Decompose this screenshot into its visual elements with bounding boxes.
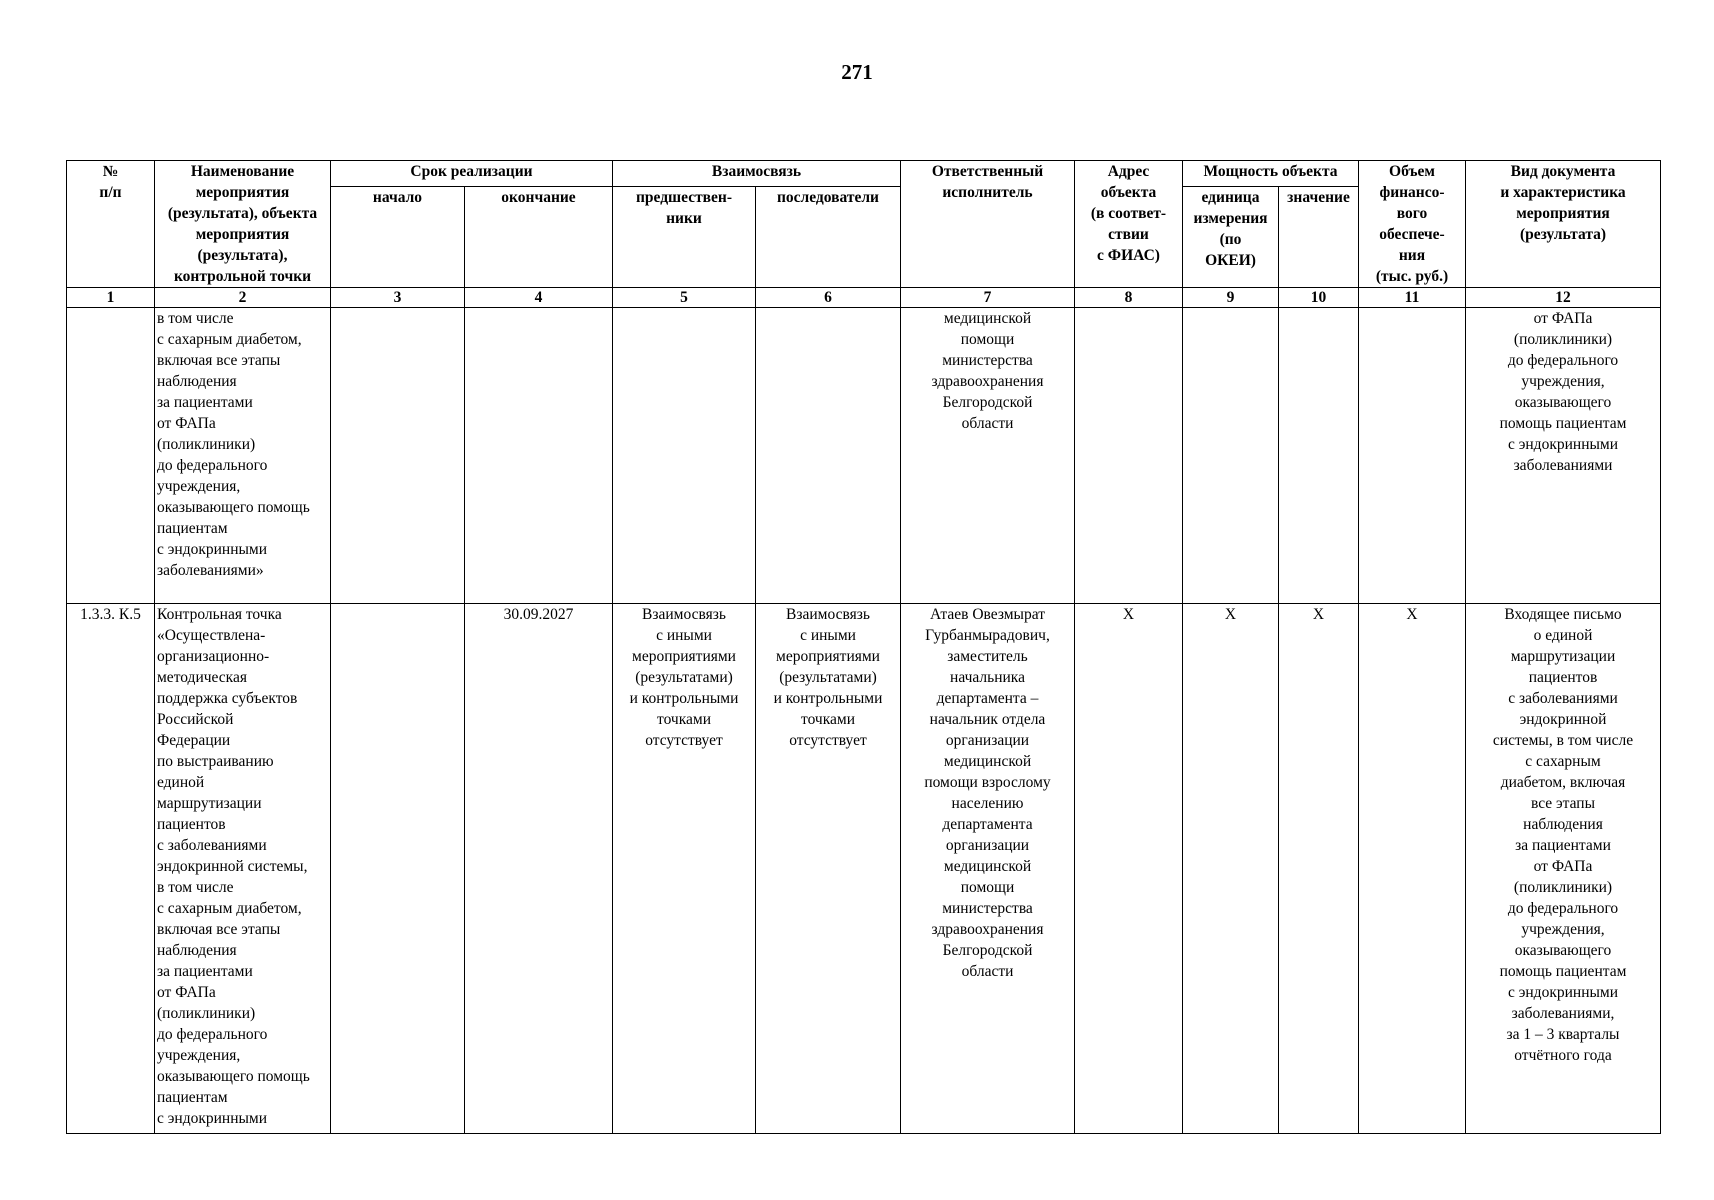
header-row-1 [67,161,1661,187]
header-volume: Объем финансо- вого обеспече- ния (тыс. руб.) [1359,161,1466,288]
column-number: 10 [1279,288,1359,308]
cell-next [756,308,901,604]
header-name: Наименование мероприятия (результата), объекта мероприятия (результата), контрольной точки [155,161,331,288]
cell-name: в том числе с сахарным диабетом, включая все этапы наблюдения за пациентами от ФАПа (поликлиники) до федерального учреждения, оказывающего помощь пациентам с эндокринными заболеваниями» [155,308,331,604]
cell-start [331,308,465,604]
header-relation-pred: предшествен- ники [613,187,756,288]
header-capacity-unit: единица измерения (по ОКЕИ) [1183,187,1279,288]
column-number-row [67,288,1661,308]
column-number: 11 [1359,288,1466,308]
cell-pred: Взаимосвязь с иными мероприятиями (результатами) и контрольными точками отсутствует [613,604,756,1134]
header-relation: Взаимосвязь [613,161,901,187]
column-number: 2 [155,288,331,308]
table-row [67,604,1661,1134]
cell-unit [1183,308,1279,604]
header-num: № п/п [67,161,155,288]
column-number: 6 [756,288,901,308]
header-period-end: окончание [465,187,613,288]
cell-num: 1.3.3. К.5 [67,604,155,1134]
table-row [67,308,1661,604]
page-number: 271 [841,60,873,84]
header-capacity: Мощность объекта [1183,161,1359,187]
cell-address: X [1075,604,1183,1134]
cell-num [67,308,155,604]
cell-pred [613,308,756,604]
cell-end: 30.09.2027 [465,604,613,1134]
cell-volume: X [1359,604,1466,1134]
column-number: 4 [465,288,613,308]
plan-table [66,160,1661,1134]
cell-name: Контрольная точка «Осуществлена- организационно- методическая поддержка субъектов Российской Федерации по выстраиванию единой маршрутизации пациентов с заболеваниями эндокринной системы, в том числе с сахарным диабетом, включая все этапы наблюдения за пациентами от ФАПа (поликлиники) до федерального учреждения, оказывающего помощь пациентам с эндокринными [155,604,331,1134]
cell-unit: X [1183,604,1279,1134]
header-capacity-value: значение [1279,187,1359,288]
cell-value: X [1279,604,1359,1134]
cell-next: Взаимосвязь с иными мероприятиями (результатами) и контрольными точками отсутствует [756,604,901,1134]
column-number: 9 [1183,288,1279,308]
header-doc: Вид документа и характеристика мероприятия (результата) [1466,161,1661,288]
header-period: Срок реализации [331,161,613,187]
cell-value [1279,308,1359,604]
cell-doc: Входящее письмо о единой маршрутизации пациентов с заболеваниями эндокринной системы, в том числе с сахарным диабетом, включая все этапы наблюдения за пациентами от ФАПа (поликлиники) до федерального учреждения, оказывающего помощь пациентам с эндокринными заболеваниями, за 1 – 3 кварталы отчётного года [1466,604,1661,1134]
column-number: 1 [67,288,155,308]
cell-address [1075,308,1183,604]
cell-start [331,604,465,1134]
cell-responsible: медицинской помощи министерства здравоохранения Белгородской области [901,308,1075,604]
cell-doc: от ФАПа (поликлиники) до федерального учреждения, оказывающего помощь пациентам с эндокринными заболеваниями [1466,308,1661,604]
column-number: 8 [1075,288,1183,308]
cell-end [465,308,613,604]
header-responsible: Ответственный исполнитель [901,161,1075,288]
column-number: 3 [331,288,465,308]
column-number: 5 [613,288,756,308]
header-relation-next: последователи [756,187,901,288]
cell-responsible: Атаев Овезмырат Гурбанмырадович, заместитель начальника департамента – начальник отдела организации медицинской помощи взрослому населению департамента организации медицинской помощи министерства здравоохранения Белгородской области [901,604,1075,1134]
column-number: 12 [1466,288,1661,308]
cell-volume [1359,308,1466,604]
column-number: 7 [901,288,1075,308]
header-period-start: начало [331,187,465,288]
header-address: Адрес объекта (в соответ- ствии с ФИАС) [1075,161,1183,288]
